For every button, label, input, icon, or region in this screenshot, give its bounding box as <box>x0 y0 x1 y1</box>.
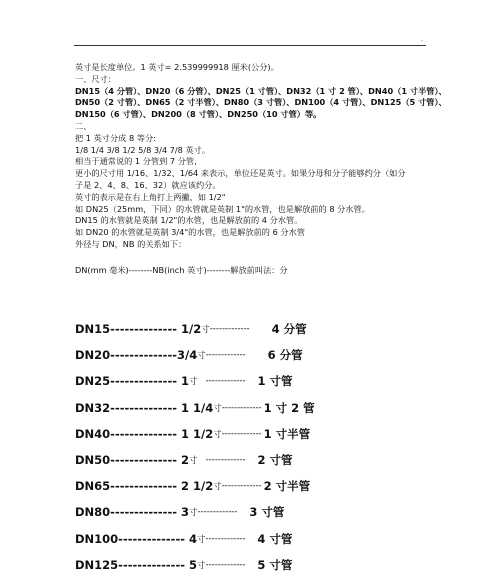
separator-dashes: ------------- <box>197 507 238 518</box>
traditional-name: 5 寸管 <box>257 557 293 572</box>
intro-line: 相当于通常说的 1 分管到 7 分管, <box>75 156 197 167</box>
dn-size: DN50-------------- 2 <box>75 453 190 468</box>
inch-unit: 寸 <box>197 534 206 545</box>
traditional-name: 4 寸管 <box>257 531 293 546</box>
separator-dashes: ------------- <box>205 533 246 544</box>
traditional-name: 1 寸 2 管 <box>263 400 315 415</box>
intro-text <box>75 62 447 277</box>
intro-line: DN150（6 寸管）、DN200（8 寸管）、DN250（10 寸管）等。 <box>75 109 322 120</box>
intro-line: 如 DN20 的水管就是英制 3/4"的水管，也是解放前的 6 分水管 <box>75 227 305 238</box>
inch-unit: 寸 <box>197 560 206 571</box>
dn-size: DN25-------------- 1 <box>75 374 190 389</box>
dn-size: DN40-------------- 1 1/2 <box>75 426 214 441</box>
intro-line: 英寸是长度单位。1 英寸= 2.539999918 厘米(公分)。 <box>75 62 279 72</box>
inch-unit: 寸 <box>213 403 222 414</box>
inch-unit: 寸 <box>201 325 210 336</box>
separator-dashes: ------------- <box>197 455 246 466</box>
intro-line: 子是 2、4、8、16、32）就应该约分。 <box>75 179 221 190</box>
inch-unit: 寸 <box>189 508 198 519</box>
intro-line: 二、 <box>75 120 92 131</box>
pipe-size-row <box>75 368 435 394</box>
header-rule <box>74 45 426 46</box>
inch-unit: 寸 <box>189 377 198 388</box>
traditional-name: 1 寸管 <box>257 374 293 389</box>
pipe-size-row <box>75 526 435 552</box>
pipe-size-row <box>75 552 435 578</box>
dn-size: DN100-------------- 4 <box>75 531 198 546</box>
traditional-name: 1 寸半管 <box>263 426 311 441</box>
pipe-size-row <box>75 499 435 525</box>
header-dot: . <box>421 35 424 43</box>
pipe-size-row <box>75 316 435 342</box>
separator-dashes: ------------- <box>221 428 262 439</box>
inch-unit: 寸 <box>213 482 222 493</box>
pipe-size-table <box>75 316 435 578</box>
separator-dashes: ------------- <box>209 324 250 335</box>
spacer <box>75 251 435 265</box>
separator-dashes: ------------- <box>205 559 246 570</box>
traditional-name: 3 寸管 <box>249 505 285 520</box>
intro-line: 一、尺寸： <box>75 73 116 84</box>
inch-unit: 寸 <box>189 456 198 467</box>
intro-line: 外径与 DN，NB 的关系如下： <box>75 238 187 249</box>
intro-line: DN50（2 寸管）、DN65（2 寸半管）、DN80（3 寸管）、DN100（4 寸管）、DN125（5 寸管）、 <box>75 97 447 108</box>
intro-line: DN15 的水管就是英制 1/2"的水管，也是解放前的 4 分水管。 <box>75 215 303 226</box>
intro-line: 如 DN25（25mm，下同）的水管就是英制 1"的水管，也是解放前的 8 分水管。 <box>75 203 370 214</box>
separator-dashes: ------------- <box>221 481 262 492</box>
inch-unit: 寸 <box>197 351 206 362</box>
inch-unit: 寸 <box>213 429 222 440</box>
pipe-size-row <box>75 342 435 368</box>
intro-line: 英寸的表示是在右上角打上两撇，如 1/2" <box>75 191 226 202</box>
intro-line: 1/8 1/4 3/8 1/2 5/8 3/4 7/8 英寸。 <box>75 144 211 155</box>
dn-size: DN15-------------- 1/2 <box>75 322 202 337</box>
separator-dashes: ------------- <box>221 402 262 413</box>
intro-line: DN15（4 分管）、DN20（6 分管）、DN25（1 寸管）、DN32（1 寸 2 管）、DN40（1 寸半管）、 <box>75 85 447 96</box>
separator-dashes: ------------- <box>205 350 246 361</box>
pipe-size-row <box>75 421 435 447</box>
traditional-name: 2 寸半管 <box>263 479 311 494</box>
dn-size: DN20--------------3/4 <box>75 348 198 363</box>
traditional-name: 4 分管 <box>271 322 307 337</box>
dn-size: DN32-------------- 1 1/4 <box>75 400 214 415</box>
pipe-size-row <box>75 395 435 421</box>
intro-line: 把 1 英寸分成 8 等分: <box>75 132 156 143</box>
traditional-name: 6 分管 <box>267 348 303 363</box>
dn-size: DN125-------------- 5 <box>75 557 198 572</box>
traditional-name: 2 寸管 <box>257 453 293 468</box>
pipe-size-row <box>75 447 435 473</box>
separator-dashes: ------------- <box>197 376 246 387</box>
intro-line: 更小的尺寸用 1/16、1/32、1/64 来表示，单位还是英寸。如果分母和分子能够约分（如分 <box>75 168 406 179</box>
pipe-size-row <box>75 473 435 499</box>
dn-size: DN65-------------- 2 1/2 <box>75 479 214 494</box>
relation-header: DN(mm 毫米)--------NB(inch 英寸)--------解放前叫法：分 <box>75 264 288 275</box>
dn-size: DN80-------------- 3 <box>75 505 190 520</box>
